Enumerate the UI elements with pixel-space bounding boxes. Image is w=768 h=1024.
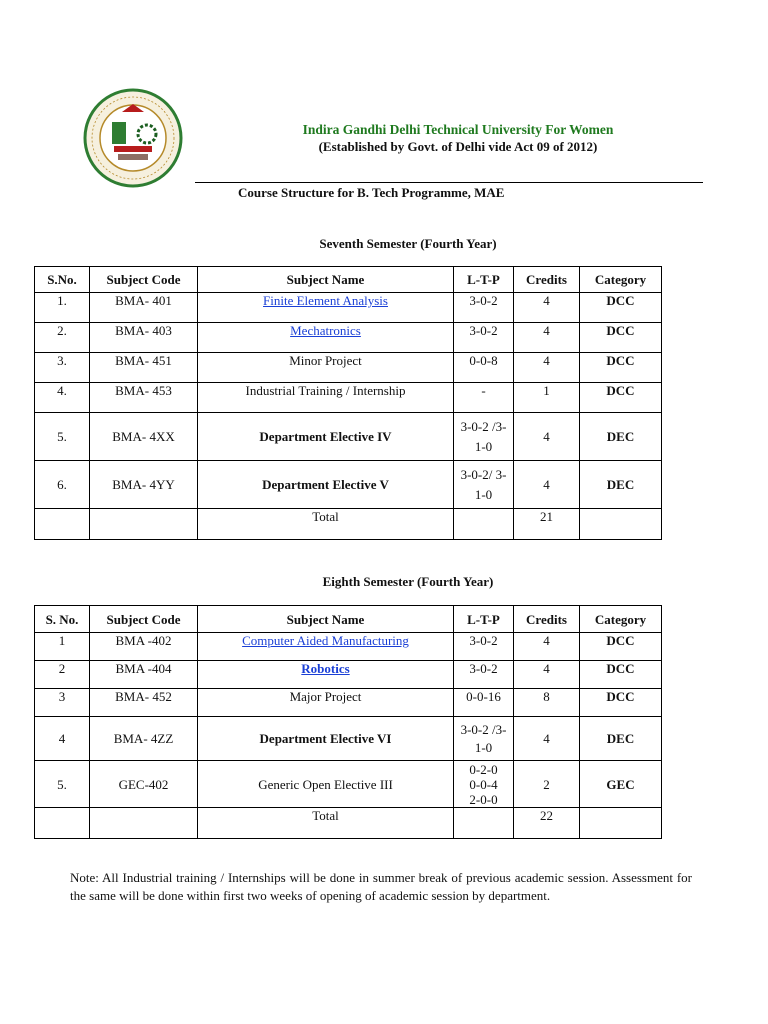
cell-code: BMA- 4YY — [90, 461, 198, 509]
total-label: Total — [198, 808, 454, 839]
cell-ltp: 3-0-2 — [454, 661, 514, 689]
cell-code: BMA -402 — [90, 633, 198, 661]
cell-ltp — [454, 461, 514, 509]
cell-name — [198, 323, 454, 353]
cell-category: DEC — [580, 413, 662, 461]
total-row — [35, 808, 662, 839]
cell-credits: 4 — [514, 717, 580, 761]
table-row — [35, 461, 662, 509]
cell-credits: 4 — [514, 323, 580, 353]
cell-code: BMA- 451 — [90, 353, 198, 383]
cell-credits: 4 — [514, 661, 580, 689]
col-header: Subject Name — [198, 606, 454, 633]
university-name: Indira Gandhi Delhi Technical University For Women — [302, 122, 614, 137]
cell-category: GEC — [580, 761, 662, 808]
cell-credits: 4 — [514, 633, 580, 661]
cell-sno: 5. — [35, 413, 90, 461]
cell-sno: 4. — [35, 383, 90, 413]
col-header: Credits — [514, 267, 580, 293]
col-header: Credits — [514, 606, 580, 633]
cell-name: Department Elective VI — [198, 717, 454, 761]
cell-category: DCC — [580, 323, 662, 353]
cell-category: DCC — [580, 293, 662, 323]
cell-ltp — [454, 717, 514, 761]
ltp-line: 0-2-0 — [469, 761, 498, 777]
table-header-row — [35, 606, 662, 633]
table-row — [35, 633, 662, 661]
total-label: Total — [198, 509, 454, 540]
cell-credits: 2 — [514, 761, 580, 808]
cell-ltp: 3-0-2 — [454, 293, 514, 323]
cell-code: BMA- 4ZZ — [90, 717, 198, 761]
cell-category: DCC — [580, 689, 662, 717]
table-row — [35, 661, 662, 689]
cell-credits: 1 — [514, 383, 580, 413]
cell-credits: 4 — [514, 461, 580, 509]
col-header: Subject Code — [90, 606, 198, 633]
cell-code: BMA- 4XX — [90, 413, 198, 461]
cell-category: DEC — [580, 461, 662, 509]
cell-empty — [35, 509, 90, 540]
cell-credits: 4 — [514, 293, 580, 323]
cell-empty — [454, 509, 514, 540]
cell-name — [198, 293, 454, 323]
cell-name: Minor Project — [198, 353, 454, 383]
cell-empty — [580, 808, 662, 839]
footnote: Note: All Industrial training / Internships will be done in summer break of previous academic session. Assessment for the same will be done within first two weeks of opening of academic session by department. — [70, 870, 692, 903]
ltp-line: 3-0-2 /3- — [460, 418, 507, 434]
table-header-row — [35, 267, 662, 293]
total-credits: 22 — [514, 808, 580, 839]
table-row — [35, 323, 662, 353]
table-row — [35, 353, 662, 383]
ltp-line: 1-0 — [474, 739, 493, 755]
cell-empty — [35, 808, 90, 839]
cell-category: DCC — [580, 353, 662, 383]
ltp-line: 0-0-4 — [469, 776, 498, 792]
ltp-line: 1-0 — [474, 486, 493, 502]
cell-sno: 2 — [35, 661, 90, 689]
cell-sno: 6. — [35, 461, 90, 509]
col-header: Category — [580, 267, 662, 293]
table-row — [35, 413, 662, 461]
cell-empty — [90, 808, 198, 839]
col-header: L-T-P — [454, 606, 514, 633]
cell-sno: 3 — [35, 689, 90, 717]
col-header: S. No. — [35, 606, 90, 633]
eighth-semester-title: Eighth Semester (Fourth Year) — [322, 574, 494, 589]
ltp-line: 2-0-0 — [469, 791, 498, 807]
subject-link[interactable]: Finite Element Analysis — [263, 293, 388, 308]
cell-ltp — [454, 761, 514, 808]
cell-category: DCC — [580, 383, 662, 413]
course-title: Course Structure for B. Tech Programme, MAE — [238, 185, 505, 200]
cell-ltp: 0-0-8 — [454, 353, 514, 383]
ltp-line: 1-0 — [474, 438, 493, 454]
cell-sno: 1. — [35, 293, 90, 323]
cell-sno: 2. — [35, 323, 90, 353]
subject-link[interactable]: Mechatronics — [290, 323, 361, 338]
cell-code: BMA- 452 — [90, 689, 198, 717]
cell-name: Major Project — [198, 689, 454, 717]
cell-code: BMA- 453 — [90, 383, 198, 413]
cell-category: DEC — [580, 717, 662, 761]
cell-code: BMA- 401 — [90, 293, 198, 323]
cell-ltp: 3-0-2 — [454, 323, 514, 353]
cell-ltp: 0-0-16 — [454, 689, 514, 717]
cell-name: Department Elective IV — [198, 413, 454, 461]
col-header: Subject Name — [198, 267, 454, 293]
cell-code: GEC-402 — [90, 761, 198, 808]
cell-name: Department Elective V — [198, 461, 454, 509]
cell-name — [198, 661, 454, 689]
cell-empty — [90, 509, 198, 540]
table-row — [35, 383, 662, 413]
cell-sno: 1 — [35, 633, 90, 661]
table-row — [35, 293, 662, 323]
seventh-semester-title: Seventh Semester (Fourth Year) — [319, 236, 497, 251]
col-header: S.No. — [35, 267, 90, 293]
cell-sno: 5. — [35, 761, 90, 808]
header-rule — [195, 182, 703, 183]
cell-credits: 4 — [514, 413, 580, 461]
col-header: L-T-P — [454, 267, 514, 293]
total-row — [35, 509, 662, 540]
cell-name — [198, 633, 454, 661]
table-row — [35, 761, 662, 808]
cell-credits: 8 — [514, 689, 580, 717]
col-header: Subject Code — [90, 267, 198, 293]
ltp-line: 3-0-2 /3- — [460, 721, 507, 737]
table-row — [35, 717, 662, 761]
col-header: Category — [580, 606, 662, 633]
seventh-semester-table — [34, 266, 662, 540]
cell-credits: 4 — [514, 353, 580, 383]
cell-empty — [454, 808, 514, 839]
cell-ltp — [454, 413, 514, 461]
cell-category: DCC — [580, 633, 662, 661]
cell-empty — [580, 509, 662, 540]
cell-name: Generic Open Elective III — [198, 761, 454, 808]
table-row — [35, 689, 662, 717]
eighth-semester-table — [34, 605, 662, 839]
cell-name: Industrial Training / Internship — [198, 383, 454, 413]
cell-code: BMA -404 — [90, 661, 198, 689]
cell-ltp: - — [454, 383, 514, 413]
cell-category: DCC — [580, 661, 662, 689]
cell-ltp: 3-0-2 — [454, 633, 514, 661]
cell-code: BMA- 403 — [90, 323, 198, 353]
total-credits: 21 — [514, 509, 580, 540]
subject-link[interactable]: Robotics — [301, 661, 350, 676]
ltp-line: 3-0-2/ 3- — [460, 466, 507, 482]
subject-link[interactable]: Computer Aided Manufacturing — [242, 633, 409, 648]
cell-sno: 3. — [35, 353, 90, 383]
cell-sno: 4 — [35, 717, 90, 761]
established-note: (Established by Govt. of Delhi vide Act 09 of 2012) — [318, 139, 598, 154]
